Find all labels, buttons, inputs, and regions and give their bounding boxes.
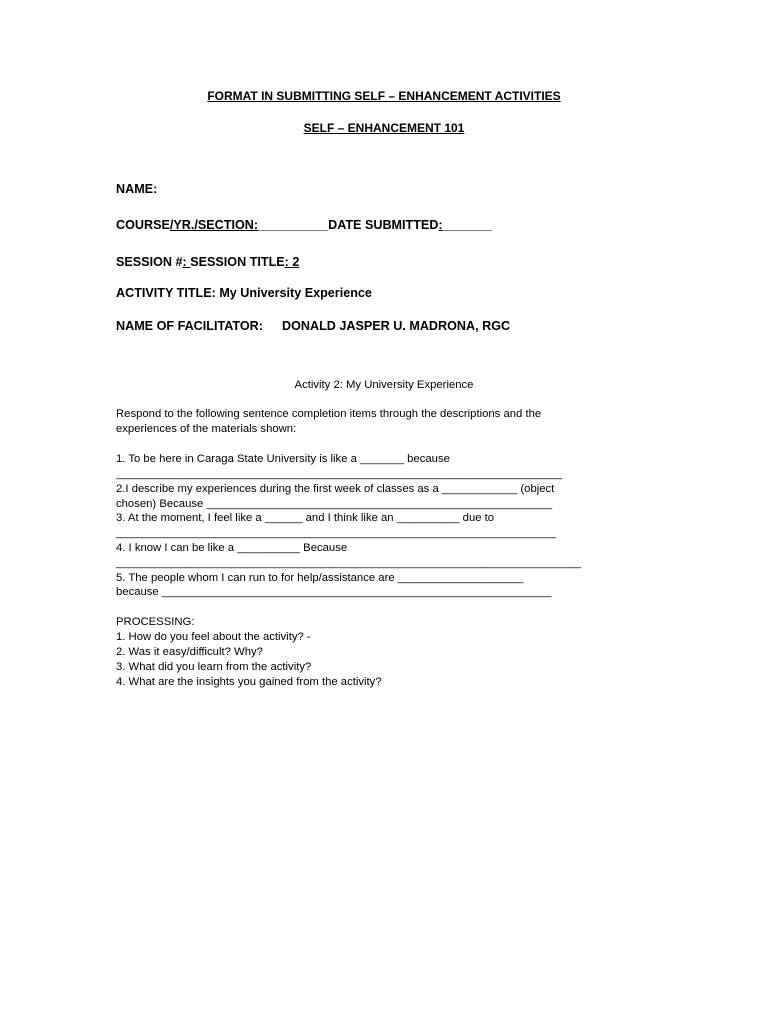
item-1-line-2: _______________________________________________________________________	[116, 468, 563, 480]
item-4-line-2: __________________________________________________________________________	[116, 557, 581, 569]
session-row	[116, 256, 299, 269]
processing-question-2: 2. Was it easy/difficult? Why?	[116, 646, 263, 658]
course-date-row	[116, 219, 492, 232]
document-subtitle: SELF – ENHANCEMENT 101	[303, 121, 465, 135]
item-3-line-1: 3. At the moment, I feel like a ______ and I think like an __________ due to	[116, 512, 495, 524]
course-label-rest: /YR./SECTION:	[169, 218, 259, 232]
item-2-line-1: 2.I describe my experiences during the first week of classes as a ____________ (object	[116, 483, 555, 495]
session-title-colon: :	[284, 255, 293, 269]
session-title-label: SESSION TITLE	[190, 255, 285, 269]
instructions-line-2: experiences of the materials shown:	[116, 423, 297, 435]
item-2-line-2: chosen) Because _______________________________________________________	[116, 498, 552, 510]
item-1-line-1: 1. To be here in Caraga State University is like a _______ because	[116, 453, 450, 465]
activity-title: ACTIVITY TITLE: My University Experience	[116, 286, 372, 300]
document-title: FORMAT IN SUBMITTING SELF – ENHANCEMENT ACTIVITIES	[207, 89, 561, 103]
processing-question-4: 4. What are the insights you gained from the activity?	[116, 676, 382, 688]
date-submitted-label: DATE SUBMITTED	[328, 218, 439, 232]
instructions-line-1: Respond to the following sentence completion items through the descriptions and the	[116, 408, 542, 420]
facilitator-name: DONALD JASPER U. MADRONA, RGC	[282, 319, 511, 333]
processing-question-1: 1. How do you feel about the activity? -	[116, 631, 311, 643]
date-submitted-blank: _______	[442, 218, 492, 232]
course-label: COURSE	[116, 218, 170, 232]
activity-heading: Activity 2: My University Experience	[294, 379, 474, 391]
session-title-value: 2	[292, 255, 300, 269]
item-3-line-2: ______________________________________________________________________	[116, 527, 556, 539]
item-5-line-1: 5. The people whom I can run to for help/assistance are ____________________	[116, 572, 524, 584]
course-blank: __________	[258, 218, 329, 232]
session-label: SESSION #	[116, 255, 183, 269]
session-colon: :	[182, 255, 191, 269]
date-submitted-colon: :	[438, 218, 443, 232]
processing-question-3: 3. What did you learn from the activity?	[116, 661, 312, 673]
item-5-line-2: because ______________________________________________________________	[116, 586, 552, 598]
processing-heading: PROCESSING:	[116, 616, 195, 628]
item-4-line-1: 4. I know I can be like a __________ Because	[116, 542, 348, 554]
name-label: NAME:	[116, 182, 158, 196]
facilitator-label: NAME OF FACILITATOR:	[116, 319, 263, 333]
